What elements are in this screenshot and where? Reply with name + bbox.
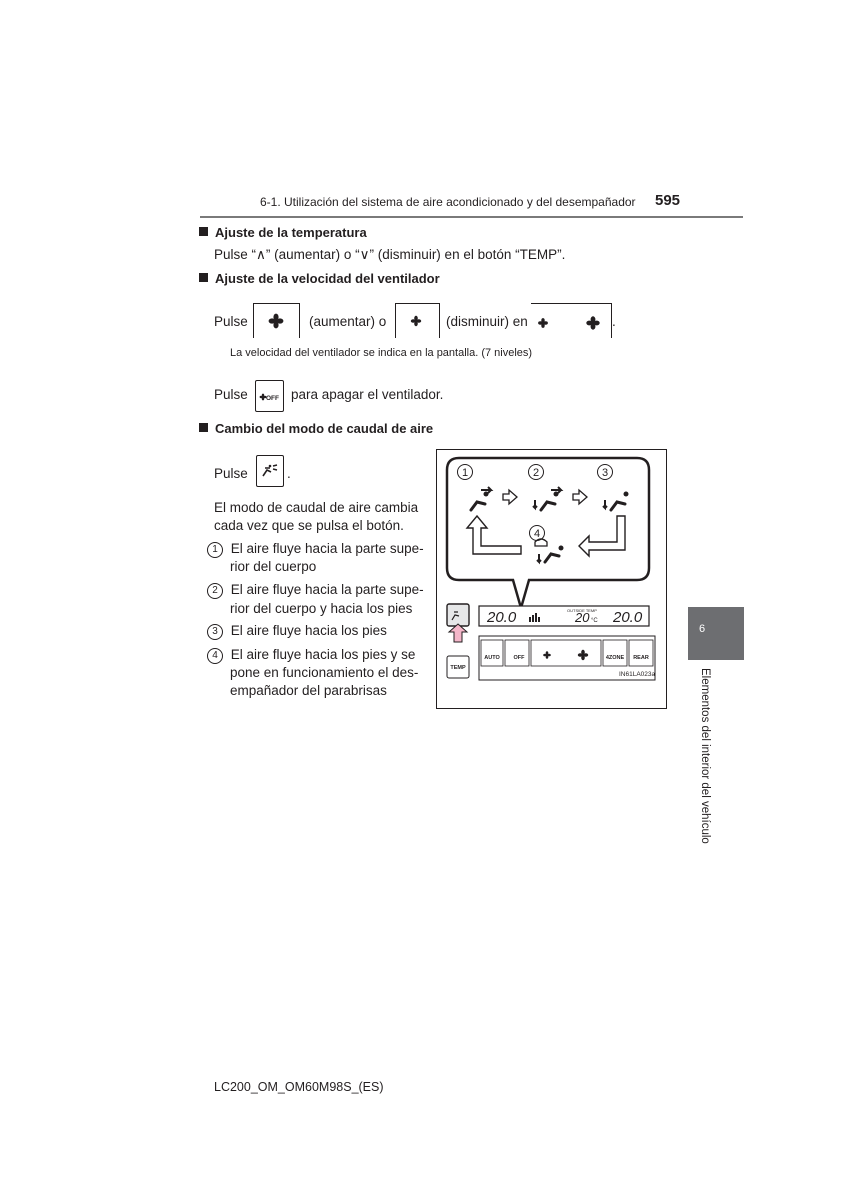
list-item-cont: rior del cuerpo y hacia los pies [230,601,413,616]
item-number: 2 [207,583,223,599]
svg-text:REAR: REAR [633,655,649,661]
temp-heading: Ajuste de la temperatura [199,225,367,240]
airflow-figure [436,449,667,709]
svg-text:TEMP: TEMP [450,665,466,671]
svg-text:20.0: 20.0 [613,609,643,626]
svg-text:IN61LA023a: IN61LA023a [619,671,656,678]
mode-period: . [287,466,291,481]
list-item: 4 El aire fluye hacia los pies y se [207,645,415,665]
list-item: 2 El aire fluye hacia la parte supe- [207,580,424,600]
svg-text:4: 4 [533,528,541,540]
mode-desc-line2: cada vez que se pulsa el botón. [214,518,404,533]
list-item: 1 El aire fluye hacia la parte supe- [207,539,424,559]
list-item-cont: empañador del parabrisas [230,683,387,698]
fan-heading: Ajuste de la velocidad del ventilador [199,271,440,286]
fan-button-pair[interactable] [531,303,612,338]
svg-text:2: 2 [532,467,540,479]
svg-text:3: 3 [601,467,609,479]
fan-decrease-text: (disminuir) en [446,314,528,329]
fan-increase-text: (aumentar) o [309,314,387,329]
mode-pulse: Pulse [214,466,248,481]
bullet-square-icon [199,227,208,236]
fan-pulse: Pulse [214,314,248,329]
svg-text:OFF: OFF [266,395,279,402]
fan-down-button[interactable] [395,303,440,338]
header-rule [200,216,743,218]
svg-text:OFF: OFF [513,655,525,661]
svg-text:1: 1 [461,467,469,479]
svg-text:4ZONE: 4ZONE [605,655,625,661]
svg-text:20: 20 [575,610,590,625]
bullet-square-icon [199,273,208,282]
item-number: 3 [207,624,223,640]
page-number: 595 [655,192,681,209]
temp-text: Pulse “∧” (aumentar) o “∨” (disminuir) en el botón “TEMP”. [214,247,566,262]
fan-large-icon [254,304,299,338]
fan-period: . [612,314,616,329]
airflow-mode-icon [257,456,283,486]
airflow-diagram [437,450,666,708]
svg-text:AUTO: AUTO [484,655,500,661]
airflow-mode-button[interactable] [256,455,284,487]
fan-off-text: para apagar el ventilador. [291,387,444,402]
fan-off-button[interactable] [255,380,284,412]
list-item: 3 El aire fluye hacia los pies [207,621,387,641]
mode-desc-line1: El modo de caudal de aire cambia [214,500,419,515]
fan-up-button[interactable] [253,303,300,338]
mode-heading: Cambio del modo de caudal de aire [199,421,433,436]
fan-off-pulse: Pulse [214,387,248,402]
fan-pair-icon [531,304,611,338]
fan-note: La velocidad del ventilador se indica en la pantalla. (7 niveles) [230,347,533,359]
svg-text:OUTSIDE TEMP: OUTSIDE TEMP [567,608,597,613]
svg-text:°C: °C [591,618,598,624]
chapter-label: Elementos del interior del vehículo [699,668,711,844]
chapter-tab: 6 [688,607,744,660]
footer-code: LC200_OM_OM60M98S_(ES) [214,1080,384,1094]
svg-text:20.0: 20.0 [487,609,517,626]
header-section-title: 6-1. Utilización del sistema de aire acondicionado y del desempañador [260,195,636,209]
fan-off-icon [256,381,283,411]
item-number: 4 [207,648,223,664]
list-item-cont: pone en funcionamiento el des- [230,665,419,680]
item-number: 1 [207,542,223,558]
list-item-cont: rior del cuerpo [230,559,317,574]
fan-small-icon [396,304,439,338]
bullet-square-icon [199,423,208,432]
